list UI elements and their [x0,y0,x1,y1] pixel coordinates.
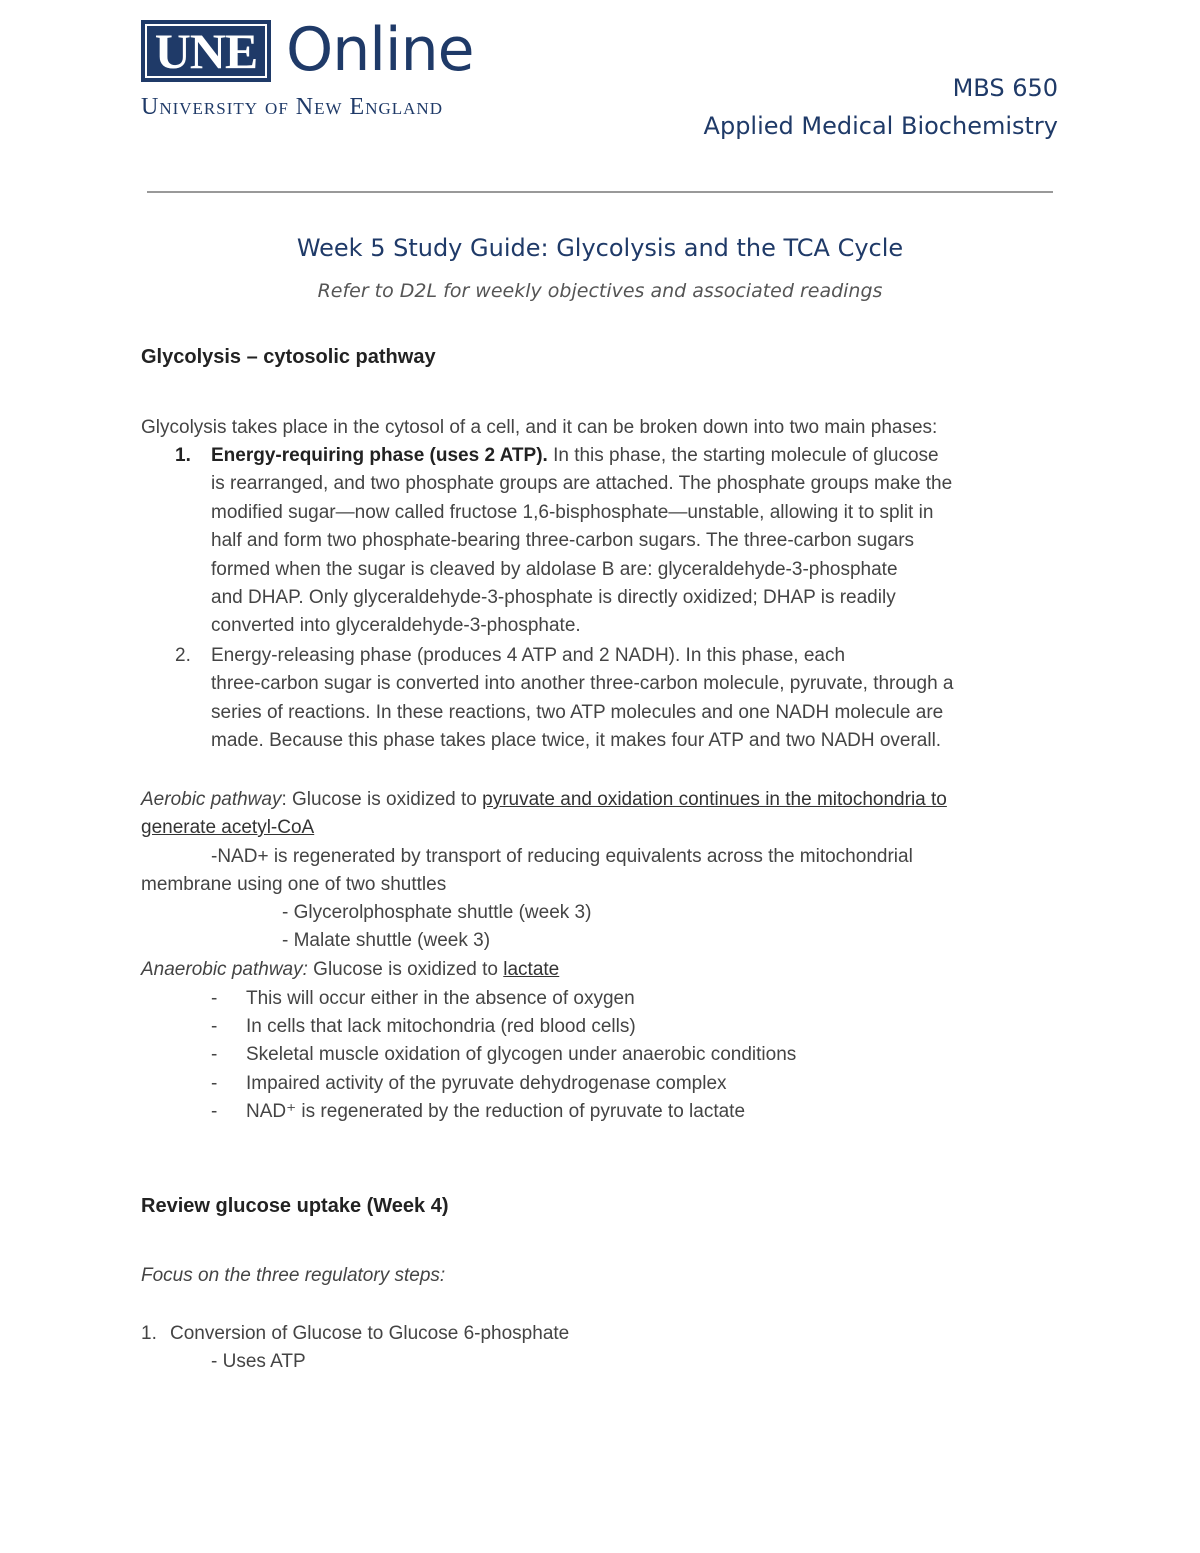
logo-mark-text: UNE [154,23,258,79]
focus-text: Focus on the three regulatory steps: [141,1265,446,1286]
header-divider [147,191,1053,193]
page-title: Week 5 Study Guide: Glycolysis and the TCA Cycle [296,234,904,262]
step-1-line-3: half and form two phosphate-bearing three-carbon sugars. The three-carbon sugars [211,530,915,552]
shuttle-item: - Malate shuttle (week 3) [282,930,491,951]
step-1-text [211,442,1061,641]
bullet-dash: - [211,1073,218,1094]
step-1-line-4: formed when the sugar is cleaved by aldolase B are: glyceraldehyde-3-phosphate [211,558,898,580]
step-1-bold: Energy-requiring phase (uses 2 ATP). [211,445,548,466]
step-2-line-0: Energy-releasing phase (produces 4 ATP and 2 NADH). In this phase, each [211,645,846,666]
nad-regeneration-line-1: -NAD+ is regenerated by transport of reducing equivalents across the mitochondrial [211,846,913,867]
step-2-line-1: three-carbon sugar is converted into another three-carbon molecule, pyruvate, through a [211,673,954,695]
aerobic-continued [141,814,314,842]
anaerobic-underlined: lactate [503,959,560,980]
anaerobic-pathway [141,956,559,984]
glycolysis-intro: Glycolysis takes place in the cytosol of a cell, and it can be broken down into two main phases: [141,417,938,438]
step-2-line-3: made. Because this phase takes place twice, it makes four ATP and two NADH overall. [211,730,942,752]
bullet-dash: - [211,1016,218,1037]
aerobic-text: : Glucose is oxidized to [281,789,483,810]
course-code: MBS 650 [952,74,1058,102]
list-item: NAD⁺ is regenerated by the reduction of pyruvate to lactate [246,1101,746,1122]
step-1-line [211,442,1061,470]
bullet-dash: - [211,1044,218,1065]
step-1-number: 1. [175,445,191,466]
step-2-number: 2. [175,645,191,666]
list-item: This will occur either in the absence of oxygen [246,988,635,1009]
review-sub-item: - Uses ATP [211,1351,306,1372]
bullet-dash: - [211,1101,218,1122]
glycolysis-heading: Glycolysis – cytosolic pathway [141,346,436,368]
page-subtitle: Refer to D2L for weekly objectives and associated readings [317,280,883,302]
list-item: Impaired activity of the pyruvate dehydrogenase complex [246,1073,727,1094]
step-1-line-5: and DHAP. Only glyceraldehyde-3-phosphate is directly oxidized; DHAP is readily [211,587,896,609]
anaerobic-label: Anaerobic pathway: [141,959,308,980]
nad-regeneration-line-2: membrane using one of two shuttles [141,874,447,895]
une-logo-mark [141,20,271,82]
aerobic-pathway [141,786,947,814]
list-item: In cells that lack mitochondria (red blood cells) [246,1016,636,1037]
shuttle-item: - Glycerolphosphate shuttle (week 3) [282,902,592,923]
review-heading: Review glucose uptake (Week 4) [141,1195,449,1217]
course-name: Applied Medical Biochemistry [703,112,1058,140]
review-item-text: Conversion of Glucose to Glucose 6-phosphate [170,1323,570,1344]
step-2-text [211,642,1061,756]
aerobic-underlined-1: pyruvate and oxidation continues in the mitochondria to [482,789,947,810]
list-item: Skeletal muscle oxidation of glycogen under anaerobic conditions [246,1044,797,1065]
step-2-line-2: series of reactions. In these reactions, two ATP molecules and one NADH molecule are [211,701,944,723]
step-1-line-6: converted into glyceraldehyde-3-phosphate. [211,615,581,637]
logo-university-text: University of New England [141,94,443,120]
logo-online-text: Online [286,15,474,85]
review-item-number: 1. [141,1323,157,1344]
step-1-line-0: In this phase, the starting molecule of glucose [547,445,939,466]
step-1-line-1: is rearranged, and two phosphate groups are attached. The phosphate groups make the [211,473,953,495]
aerobic-label: Aerobic pathway [141,789,282,810]
anaerobic-text: Glucose is oxidized to [307,959,504,980]
step-1-line-2: modified sugar—now called fructose 1,6-bisphosphate—unstable, allowing it to split in [211,501,934,523]
aerobic-underlined-2: generate acetyl-CoA [141,817,315,838]
bullet-dash: - [211,988,218,1009]
